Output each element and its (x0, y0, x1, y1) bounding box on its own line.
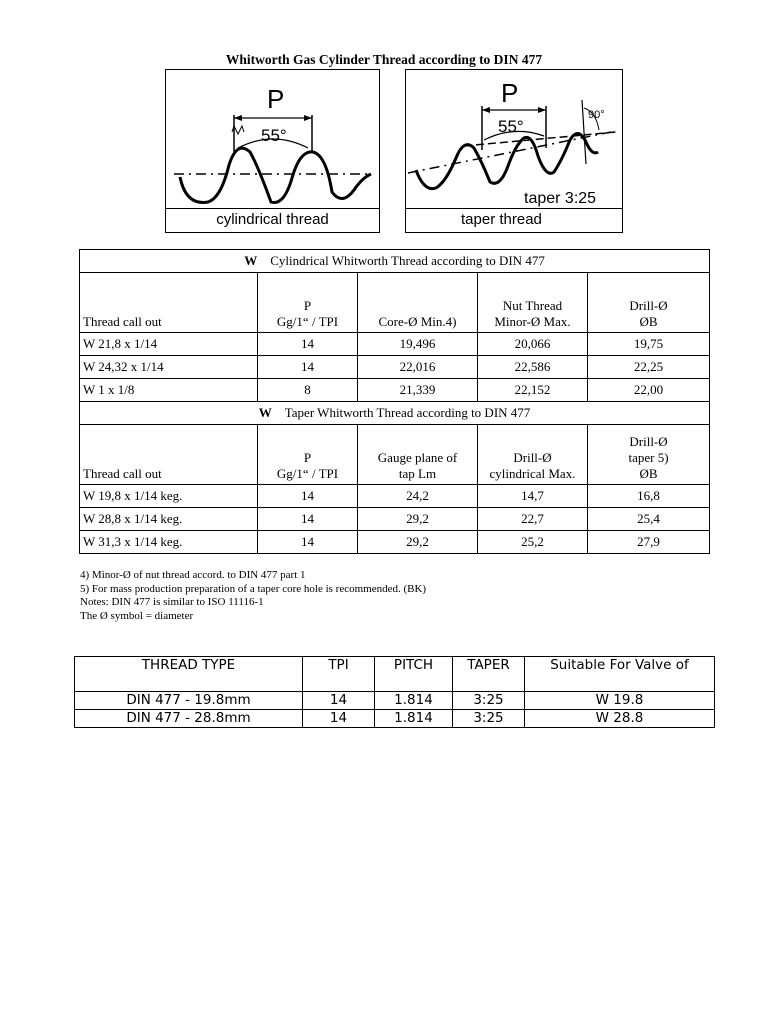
header-pitch: PITCH (375, 657, 453, 692)
header-pitch-tpi: P Gg/1“ / TPI (258, 273, 358, 333)
din477-thread-table (79, 249, 710, 554)
header-nut-minor-max: Nut Thread Minor-Ø Max. (478, 273, 588, 333)
footnote: The Ø symbol = diameter (80, 609, 194, 622)
header-thread-type: THREAD TYPE (75, 657, 303, 692)
cylindrical-section-header (80, 250, 710, 273)
thread-type-table (74, 656, 715, 728)
footnote: 4) Minor-Ø of nut thread accord. to DIN 477 part 1 (80, 569, 306, 581)
right-angle-label: 90° (588, 109, 605, 121)
cylindrical-thread-figure (165, 69, 380, 233)
taper-section-prefix: W (258, 405, 272, 420)
header-thread-call-out: Thread call out (80, 273, 258, 333)
taper-column-headers (80, 425, 710, 485)
footnote: 5) For mass production preparation of a taper core hole is recommended. (BK) (80, 582, 427, 595)
table-row: W 19,8 x 1/14 keg. 14 24,2 14,7 16,8 (80, 485, 710, 508)
cylindrical-thread-diagram (166, 70, 378, 210)
header-suitable-valve: Suitable For Valve of (525, 657, 715, 692)
taper-thread-caption: taper thread (406, 208, 622, 232)
table-row: DIN 477 - 28.8mm 14 1.814 3:25 W 28.8 (75, 710, 715, 728)
footnote: Notes: DIN 477 is similar to ISO 11116-1 (80, 596, 264, 608)
header-drill-diameter: Drill-Ø ØB (588, 273, 710, 333)
page-title: Whitworth Gas Cylinder Thread according to DIN 477 (225, 52, 543, 67)
pitch-label-left: P (267, 84, 285, 114)
cylindrical-thread-caption: cylindrical thread (166, 208, 379, 232)
table-row: W 1 x 1/8 8 21,339 22,152 22,00 (80, 379, 710, 402)
header-tpi: TPI (303, 657, 375, 692)
cylindrical-section-prefix: W (244, 253, 258, 268)
header-drill-cylindrical: Drill-Ø cylindrical Max. (478, 425, 588, 485)
table-row: W 31,3 x 1/14 keg. 14 29,2 25,2 27,9 (80, 531, 710, 554)
table-row: W 28,8 x 1/14 keg. 14 29,2 22,7 25,4 (80, 508, 710, 531)
angle-label-right: 55° (498, 117, 524, 136)
taper-section-header (80, 402, 710, 425)
pitch-label-right: P (501, 78, 519, 108)
angle-label-left: 55° (261, 126, 287, 145)
table-row: W 24,32 x 1/14 14 22,016 22,586 22,25 (80, 356, 710, 379)
header-thread-call-out: Thread call out (80, 425, 258, 485)
cylindrical-column-headers (80, 273, 710, 333)
table-row: W 21,8 x 1/14 14 19,496 20,066 19,75 (80, 333, 710, 356)
header-gauge-plane: Gauge plane of tap Lm (358, 425, 478, 485)
taper-thread-diagram (406, 70, 621, 210)
header-core-min: Core-Ø Min.4) (358, 273, 478, 333)
table-row: DIN 477 - 19.8mm 14 1.814 3:25 W 19.8 (75, 692, 715, 710)
header-pitch-tpi: P Gg/1“ / TPI (258, 425, 358, 485)
thread-type-headers (75, 657, 715, 692)
footnotes (80, 569, 426, 623)
taper-ratio-label: taper 3:25 (524, 190, 597, 207)
taper-thread-figure (405, 69, 623, 233)
taper-section-title: Taper Whitworth Thread according to DIN 477 (284, 405, 531, 420)
header-taper: TAPER (453, 657, 525, 692)
header-drill-taper: Drill-Ø taper 5) ØB (588, 425, 710, 485)
cylindrical-section-title: Cylindrical Whitworth Thread according to DIN 477 (270, 253, 545, 268)
